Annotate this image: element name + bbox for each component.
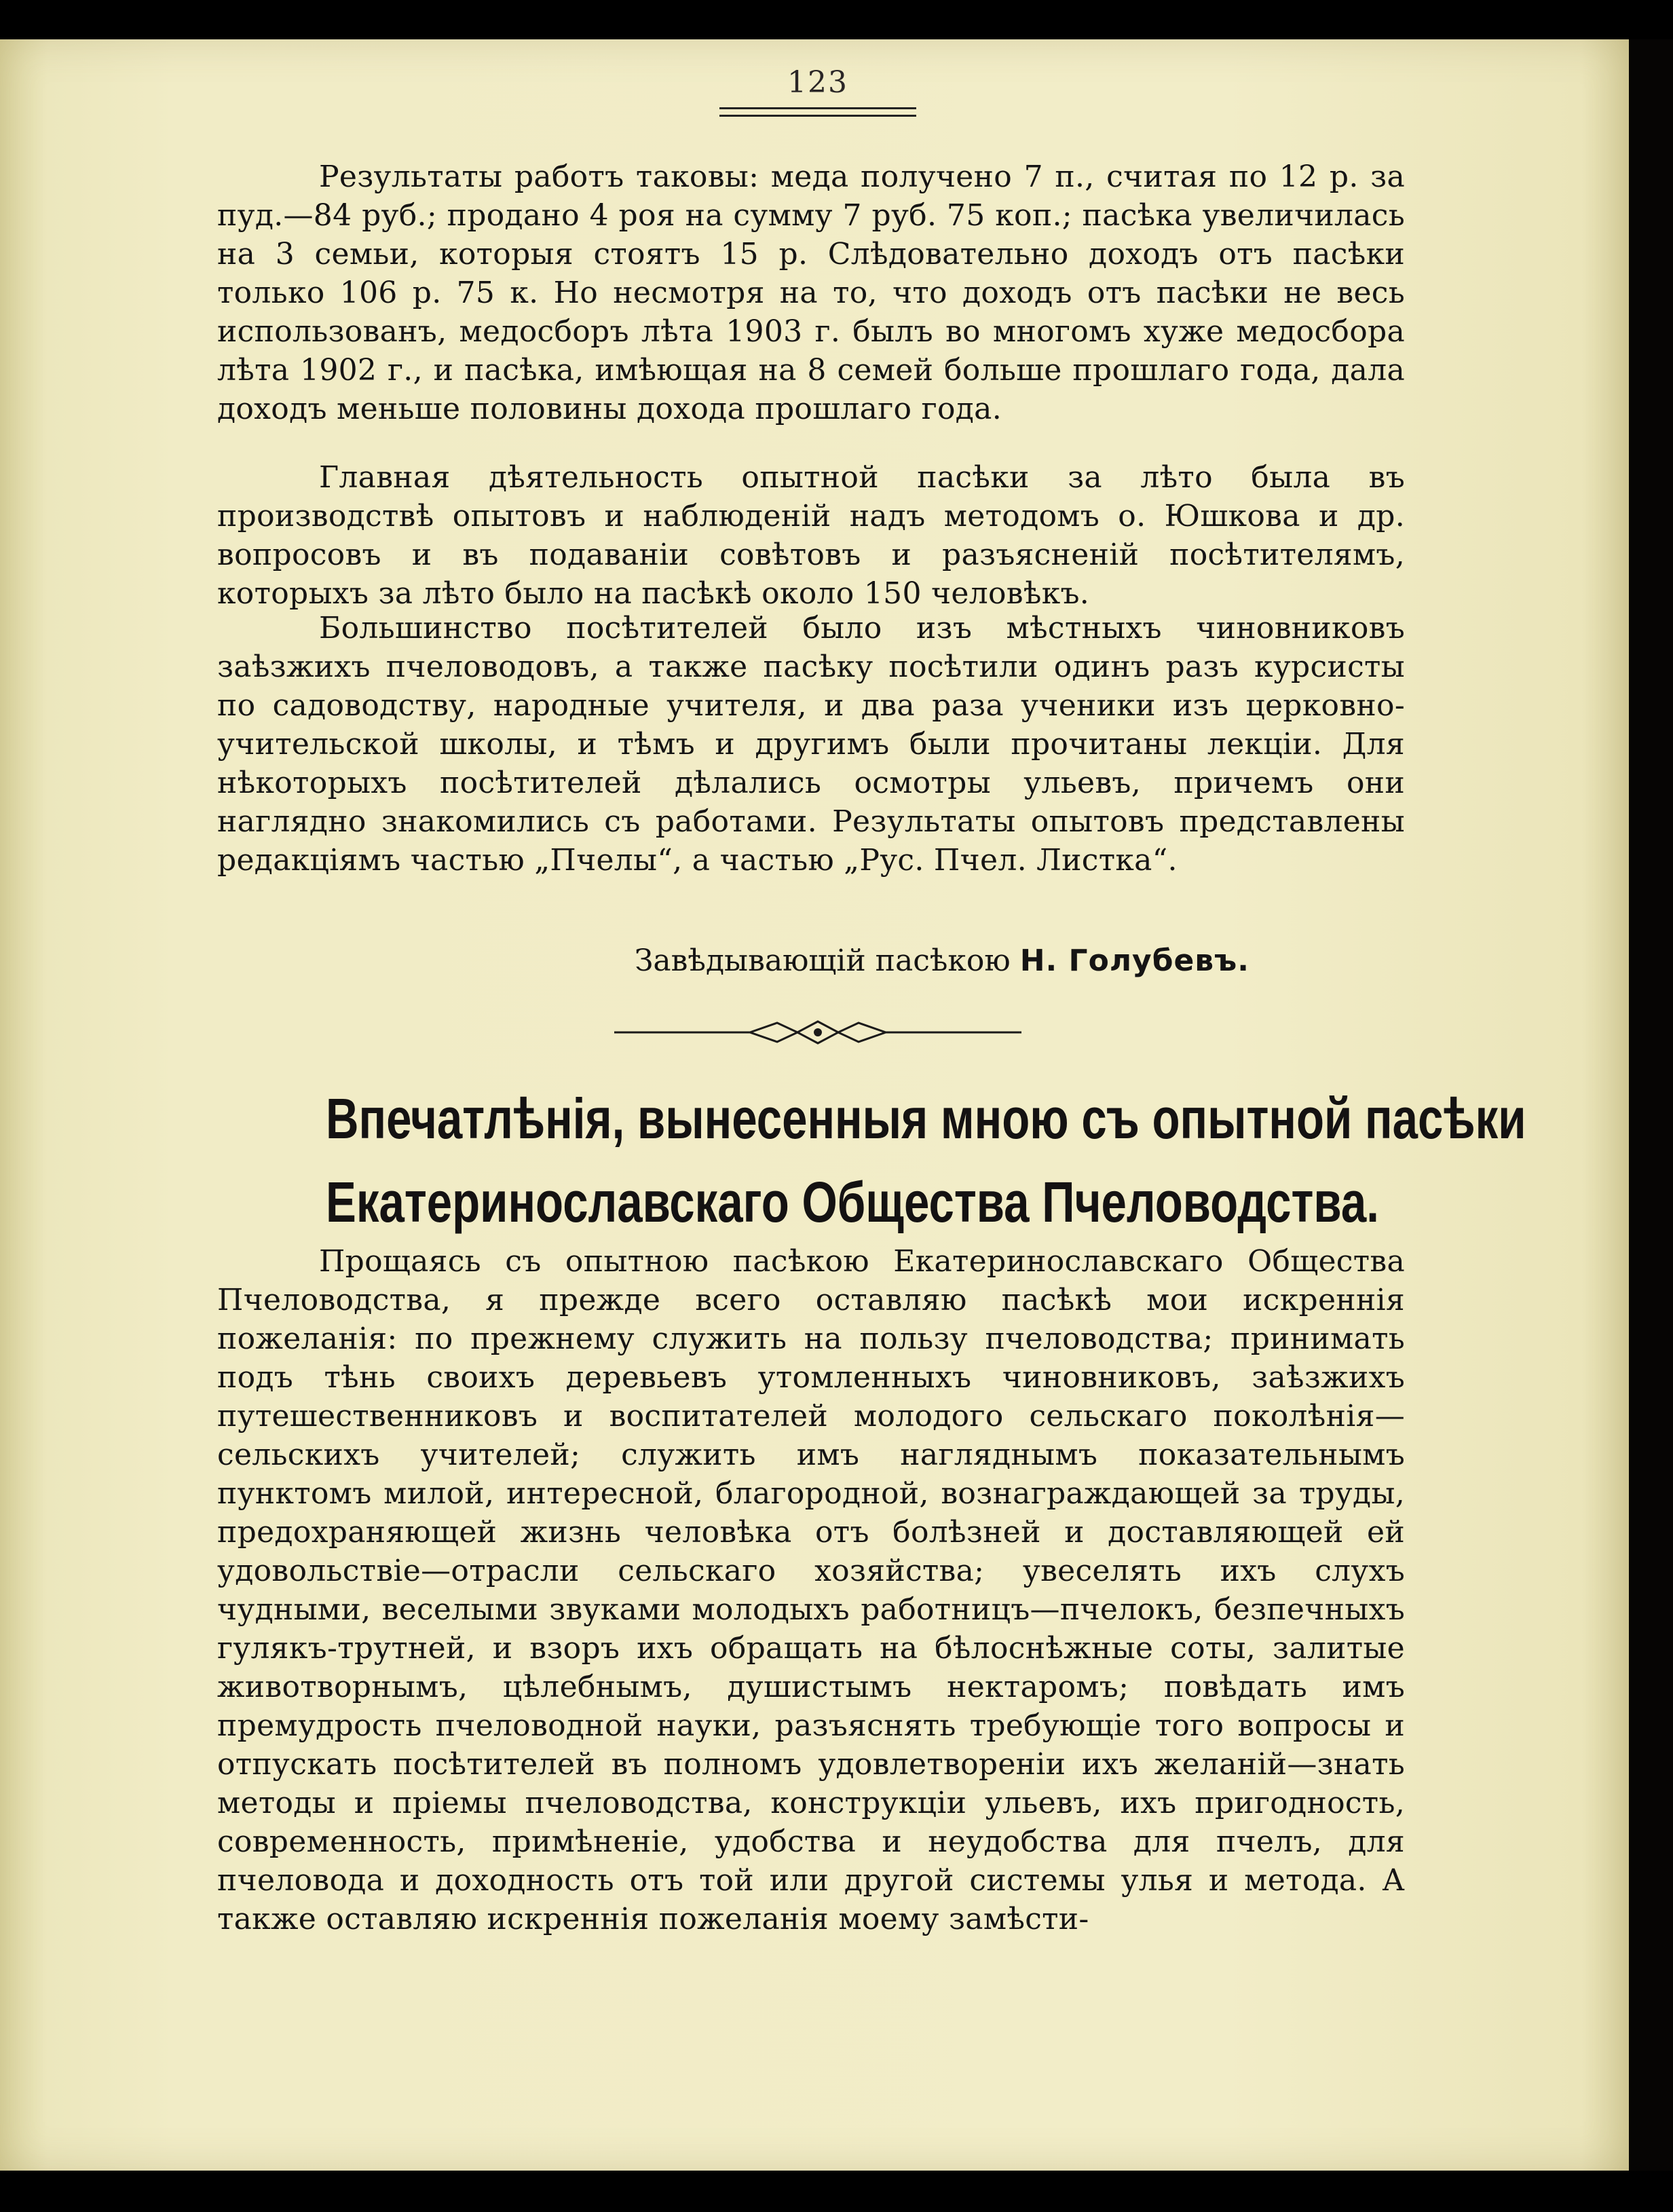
ornament-divider-icon [614,1015,1021,1049]
article-paragraph [217,1242,1405,1938]
signature-line [635,943,1449,978]
report-paragraph-2 [217,458,1405,613]
report-paragraph-1 [217,157,1405,428]
report-paragraph-3 [217,609,1405,880]
article-title-line-2: Екатеринославскаго Общества Пчеловодства. [326,1170,1379,1234]
signature-name: Н. Голубевъ. [1019,943,1249,978]
scan-border [0,2171,1673,2212]
signature-title: Завѣдывающій пасѣкою [635,943,1011,978]
paragraph-text: Результаты работъ таковы: меда получено 7 п., считая по 12 р. за пуд.—84 руб.; продано 4 роя на сумму 7 руб. 75 коп.; пасѣка увеличилась на 3 семьи, которыя стоятъ 15 р. Слѣдовательно доходъ отъ пасѣки только 106 р. 75 к. Но несмотря на то, что доходъ отъ пасѣки не весь использованъ, медосборъ лѣта 1903 г. былъ во многомъ хуже медосбора лѣта 1902 г., и пасѣка, имѣющая на 8 семей больше прошлаго года, дала доходъ меньше половины дохода прошлаго года. [217,160,1405,426]
book-edge-shadow [1629,39,1673,2171]
page-number-rule [719,107,916,117]
article-title-line-1: Впечатлѣнія, вынесенныя мною съ опытной пасѣки [326,1087,1526,1150]
page-number: 123 [787,65,848,100]
paragraph-text: Прощаясь съ опытною пасѣкою Екатеринославскаго Общества Пчеловодства, я прежде всего оставляю пасѣкѣ мои искреннія пожеланія: по прежнему служить на пользу пчеловодства; принимать подъ тѣнь своихъ деревьевъ утомленныхъ чиновниковъ, заѣзжихъ путешественниковъ и воспитателей молодого сельскаго поколѣнія—сельскихъ учителей; служить имъ нагляднымъ показательнымъ пунктомъ милой, интересной, благородной, вознаграждающей за труды, предохраняющей жизнь человѣка отъ болѣзней и доставляющей ей удовольствіе—отрасли сельскаго хозяйства; увеселять ихъ слухъ чудными, веселыми звуками молодыхъ работницъ—пчелокъ, безпечныхъ гулякъ-трутней, и взоръ ихъ обращать на бѣлоснѣжные соты, залитые животворнымъ, цѣлебнымъ, душистымъ нектаромъ; повѣдать имъ премудрость пчеловодной науки, разъяснять требующіе того вопросы и отпускать посѣтителей въ полномъ удовлетвореніи ихъ желаній—знать методы и пріемы пчеловодства, конструкціи ульевъ, ихъ пригодность, современность, примѣненіе, удобства и неудобства для пчелъ, для пчеловода и доходность отъ той или другой системы улья и метода. А также оставляю искреннія пожеланія моему замѣсти- [217,1244,1405,1936]
paragraph-text: Большинство посѣтителей было изъ мѣстныхъ чиновниковъ заѣзжихъ пчеловодовъ, а также пасѣку посѣтили одинъ разъ курсисты по садоводству, народные учителя, и два раза ученики изъ церковно-учительской школы, и тѣмъ и другимъ были прочитаны лекціи. Для нѣкоторыхъ посѣтителей дѣлались осмотры ульевъ, причемъ они наглядно знакомились съ работами. Результаты опытовъ представлены редакціямъ частью „Пчелы“, а частью „Рус. Пчел. Листка“. [217,611,1405,878]
paragraph-text: Главная дѣятельность опытной пасѣки за лѣто была въ производствѣ опытовъ и наблюденій надъ методомъ о. Юшкова и др. вопросовъ и въ подаваніи совѣтовъ и разъясненій посѣтителямъ, которыхъ за лѣто было на пасѣкѣ около 150 человѣкъ. [217,460,1405,611]
